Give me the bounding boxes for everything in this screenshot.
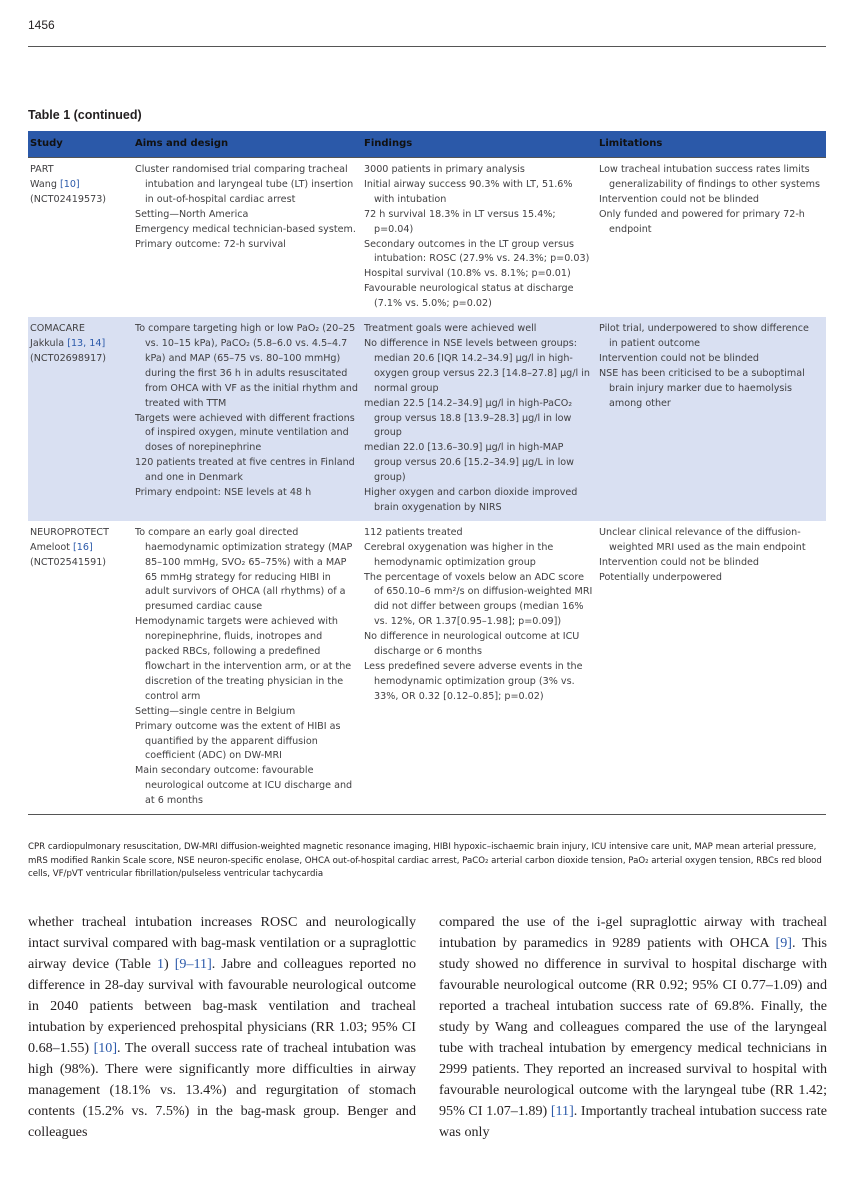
limitations-item: NSE has been criticised to be a suboptimal brain injury marker due to haemolysis among other <box>599 367 805 409</box>
study-author: Wang [10] <box>30 178 80 190</box>
table-row-part <box>28 158 826 318</box>
table-row-comacare <box>28 317 826 521</box>
study-author: Ameloot [16] <box>30 541 93 553</box>
citation-link[interactable]: [10] <box>59 178 80 190</box>
page-number: 1456 <box>28 18 55 32</box>
aims-item: Setting—North America <box>135 208 249 220</box>
limitations-cell <box>599 158 826 318</box>
citation-link[interactable]: [9] <box>775 935 792 951</box>
column-header-study: Study <box>28 131 135 158</box>
study-name: NEUROPROTECT <box>30 526 109 538</box>
table-header-row <box>28 131 826 158</box>
aims-cell <box>135 521 364 815</box>
findings-item: median 22.0 [13.6–30.9] µg/l in high-MAP group versus 20.6 [15.2–34.9] µg/L in low group) <box>364 442 575 484</box>
findings-cell <box>364 317 599 521</box>
study-cell <box>28 521 135 815</box>
column-header-aims: Aims and design <box>135 131 364 158</box>
limitations-item: Unclear clinical relevance of the diffusion-weighted MRI used as the main endpoint <box>599 526 806 553</box>
body-column-right: compared the use of the i-gel supraglottic airway with tracheal intubation by paramedics in 9289 patients with OHCA [9]. This study showed no difference in survival to hospital discharge with favourable neurological outcome (RR 0.92; 95% CI 0.77–1.09) and reported a tracheal intubation success rate of 69.8%. Finally, the study by Wang and colleagues compared the use of the laryngeal tube with tracheal intubation by emergency medical technicians in 2999 patients. They reported an increased survival to hospital with favourable neurological outcome with the laryngeal tube (RR 1.42; 95% CI 1.07–1.89) [11]. Importantly tracheal intubation success rate was only <box>439 914 827 1140</box>
limitations-item: Intervention could not be blinded <box>599 556 760 568</box>
findings-cell <box>364 158 599 318</box>
aims-item: To compare targeting high or low PaO₂ (20–25 vs. 10–15 kPa), PaCO₂ (5.8–6.0 vs. 4.5–4.7 kPa) and MAP (65–75 vs. 80–100 mmHg) during the first 36 h in adults resuscitated from OHCA with VF as the initial rhythm and treated with TTM <box>135 323 358 409</box>
citation-link[interactable]: [13, 14] <box>67 337 106 349</box>
findings-item: Cerebral oxygenation was higher in the hemodynamic optimization group <box>364 541 554 568</box>
findings-item: Favourable neurological status at discharge (7.1% vs. 5.0%; p=0.02) <box>364 283 574 310</box>
column-header-findings: Findings <box>364 131 599 158</box>
limitations-item: Intervention could not be blinded <box>599 352 760 364</box>
limitations-item: Potentially underpowered <box>599 571 722 583</box>
citation-link[interactable]: [10] <box>93 1040 118 1056</box>
table-link[interactable]: 1 <box>156 956 165 972</box>
aims-item: Hemodynamic targets were achieved with norepinephrine, fluids, inotropes and packed RBCs, following a predefined flowchart in the intervention arm, or at the discretion of the treating physician in the control arm <box>135 616 352 702</box>
table-row-neuroprotect <box>28 521 826 815</box>
limitations-item: Intervention could not be blinded <box>599 193 760 205</box>
study-cell <box>28 158 135 318</box>
aims-item: Main secondary outcome: favourable neurological outcome at ICU discharge and at 6 months <box>135 765 353 807</box>
table-1 <box>28 131 826 815</box>
aims-item: To compare an early goal directed haemodynamic optimization strategy (MAP 85–100 mmHg, SVO₂ 65–75%) with a MAP 65 mmHg strategy for reducing HIBI in adult survivors of OHCA (all rhythms) of a presumed cardiac cause <box>135 526 353 613</box>
limitations-cell <box>599 521 826 815</box>
aims-item: Primary outcome was the extent of HIBI as quantified by the apparent diffusion coefficient (ADC) on DW-MRI <box>135 720 341 762</box>
aims-item: Targets were achieved with different fractions of inspired oxygen, minute ventilation and doses of norepinephrine <box>135 412 355 454</box>
aims-item: Cluster randomised trial comparing tracheal intubation and laryngeal tube (LT) insertion in out-of-hospital cardiac arrest <box>135 164 354 205</box>
study-author: Jakkula [13, 14] <box>30 337 106 349</box>
study-name: PART <box>30 164 54 175</box>
findings-cell <box>364 521 599 815</box>
findings-item: 3000 patients in primary analysis <box>364 164 525 175</box>
findings-item: 72 h survival 18.3% in LT versus 15.4%; p=0.04) <box>364 208 556 235</box>
aims-item: Primary endpoint: NSE levels at 48 h <box>135 487 312 499</box>
aims-cell <box>135 317 364 521</box>
header-rule <box>28 46 826 47</box>
findings-item: Higher oxygen and carbon dioxide improved brain oxygenation by NIRS <box>364 487 578 513</box>
study-registry-id: (NCT02541591) <box>30 556 107 568</box>
citation-link[interactable]: [16] <box>73 541 93 553</box>
study-registry-id: (NCT02698917) <box>30 352 107 364</box>
findings-item: median 22.5 [14.2–34.9] µg/l in high-PaCO₂ group versus 18.8 [13.9–28.3] µg/l in low group <box>364 397 573 439</box>
aims-item: Primary outcome: 72-h survival <box>135 238 286 250</box>
aims-item: Emergency medical technician-based system. <box>135 223 356 235</box>
aims-item: Setting—single centre in Belgium <box>135 705 296 717</box>
findings-item: Treatment goals were achieved well <box>364 323 537 335</box>
study-name: COMACARE <box>30 323 85 335</box>
limitations-item: Pilot trial, underpowered to show difference in patient outcome <box>599 323 809 349</box>
study-cell <box>28 317 135 521</box>
findings-item: 112 patients treated <box>364 526 463 538</box>
findings-item: No difference in neurological outcome at ICU discharge or 6 months <box>364 631 580 658</box>
limitations-item: Only funded and powered for primary 72-h endpoint <box>599 208 805 235</box>
findings-item: Less predefined severe adverse events in the hemodynamic optimization group (3% vs. 33%, OR 0.32 [0.12–0.85]; p=0.02) <box>364 661 583 702</box>
findings-item: Initial airway success 90.3% with LT, 51.6% with intubation <box>364 178 573 205</box>
aims-cell <box>135 158 364 318</box>
findings-item: No difference in NSE levels between groups: median 20.6 [IQR 14.2–34.9] µg/l in high-oxygen group versus 22.3 [14.8–27.8] µg/l in normal group <box>364 337 590 394</box>
body-column-left: whether tracheal intubation increases ROSC and neurologically intact survival compared with bag-mask ventilation or a supraglottic airway device (Table 1) [9–11]. Jabre and colleagues reported no difference in 28-day survival with favourable neurological outcome in 2040 patients between bag-mask ventilation and tracheal intubation by experienced prehospital physicians (RR 1.03; 95% CI 0.68–1.55) [10]. The overall success rate of tracheal intubation was high (98%). There were significantly more difficulties in airway management (18.1% vs. 13.4%) and regurgitation of stomach contents (15.2% vs. 7.5%) in the bag-mask group. Benger and colleagues <box>28 914 417 1140</box>
findings-item: The percentage of voxels below an ADC score of 650.10–6 mm²/s on diffusion-weighted MRI did not differ between groups (median 16% vs. 12%, OR 1.37[0.95–1.98]; p=0.09]) <box>364 571 593 628</box>
limitations-cell <box>599 317 826 521</box>
column-header-limitations: Limitations <box>599 131 826 158</box>
citation-link[interactable]: [11] <box>550 1103 574 1119</box>
table-footnote: CPR cardiopulmonary resuscitation, DW-MRI diffusion-weighted magnetic resonance imaging, HIBI hypoxic–ischaemic brain injury, ICU intensive care unit, MAP mean arterial pressure, mRS modified Rankin Scale score, NSE neuron-specific enolase, OHCA out-of-hospital cardiac arrest, PaCO₂ arterial carbon dioxide tension, PaO₂ arterial oxygen tension, RBCs red blood cells, VF/pVT ventricular fibrillation/pulseless ventricular tachycardia <box>28 842 822 879</box>
table-title: Table 1 (continued) <box>28 108 142 122</box>
findings-item: Secondary outcomes in the LT group versus intubation: ROSC (27.9% vs. 24.3%; p=0.03) <box>364 238 590 265</box>
study-registry-id: (NCT02419573) <box>30 193 107 205</box>
citation-link[interactable]: [9–11] <box>174 956 212 972</box>
aims-item: 120 patients treated at five centres in Finland and one in Denmark <box>135 457 355 484</box>
limitations-item: Low tracheal intubation success rates limits generalizability of findings to other systems <box>599 164 820 190</box>
findings-item: Hospital survival (10.8% vs. 8.1%; p=0.01) <box>364 268 571 280</box>
